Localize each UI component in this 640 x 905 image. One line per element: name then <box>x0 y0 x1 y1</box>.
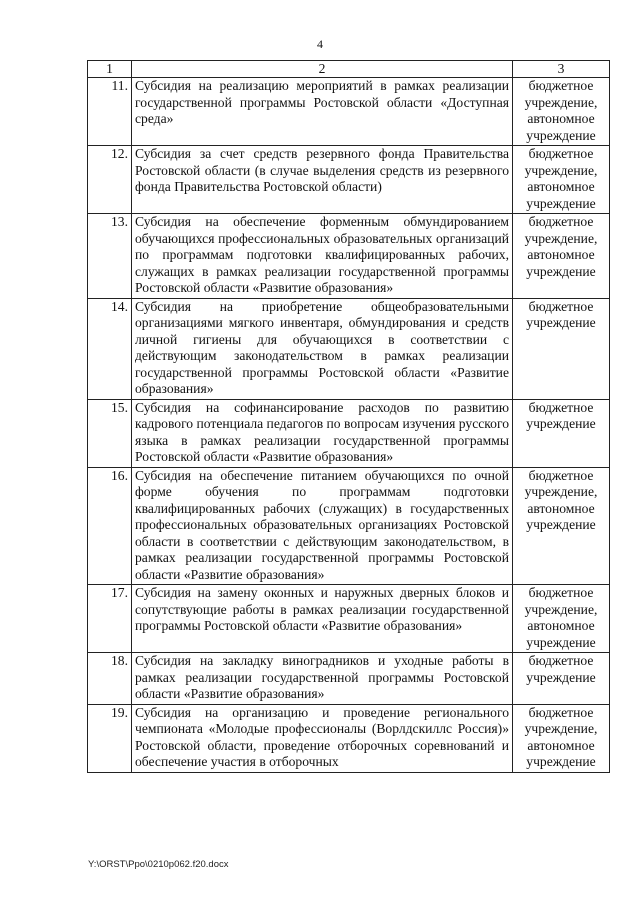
column-header: 2 <box>132 61 513 78</box>
row-number: 15. <box>88 399 132 467</box>
subsidy-description: Субсидия на обеспечение питанием обучающихся по очной форме обучения по программам подготовки квалифицированных рабочих (служащих) в государственных профессиональных образовательных организациях Ростовской области в соответствии с действующим законодательством, в рамках реализации государственной программы Ростовской области «Развитие образования» <box>132 467 513 585</box>
table-row <box>88 298 610 399</box>
footer-file-path: Y:\ORST\Ppo\0210p062.f20.docx <box>88 859 229 870</box>
institution-type: бюджетное учреждение, автономное учреждение <box>513 78 610 146</box>
institution-type: бюджетное учреждение, автономное учреждение <box>513 585 610 653</box>
subsidy-description: Субсидия за счет средств резервного фонда Правительства Ростовской области (в случае выделения средств из резервного фонда Правительства Ростовской области) <box>132 146 513 214</box>
subsidy-description: Субсидия на обеспечение форменным обмундированием обучающихся профессиональных образовательных организаций по программам подготовки квалифицированных рабочих, служащих в рамках реализации государственной программы Ростовской области «Развитие образования» <box>132 214 513 299</box>
institution-type: бюджетное учреждение <box>513 653 610 705</box>
row-number: 18. <box>88 653 132 705</box>
subsidy-table <box>87 60 610 773</box>
table-row <box>88 78 610 146</box>
subsidy-description: Субсидия на софинансирование расходов по развитию кадрового потенциала педагогов по вопросам изучения русского языка в рамках реализации государственной программы Ростовской области «Развитие образования» <box>132 399 513 467</box>
row-number: 17. <box>88 585 132 653</box>
page-number: 4 <box>317 37 323 51</box>
institution-type: бюджетное учреждение, автономное учреждение <box>513 214 610 299</box>
row-number: 16. <box>88 467 132 585</box>
table-row <box>88 214 610 299</box>
column-header: 3 <box>513 61 610 78</box>
institution-type: бюджетное учреждение, автономное учреждение <box>513 146 610 214</box>
table-row <box>88 467 610 585</box>
institution-type: бюджетное учреждение, автономное учреждение <box>513 467 610 585</box>
row-number: 12. <box>88 146 132 214</box>
table-row <box>88 653 610 705</box>
subsidy-description: Субсидия на организацию и проведение регионального чемпионата «Молодые профессионалы (Ворлдскиллс Россия)» Ростовской области, проведение отборочных соревнований и обеспечение участия в отборочных <box>132 704 513 772</box>
institution-type: бюджетное учреждение <box>513 399 610 467</box>
subsidy-description: Субсидия на реализацию мероприятий в рамках реализации государственной программы Ростовской области «Доступная среда» <box>132 78 513 146</box>
row-number: 19. <box>88 704 132 772</box>
column-header: 1 <box>88 61 132 78</box>
table-row <box>88 704 610 772</box>
table-row <box>88 585 610 653</box>
subsidy-description: Субсидия на замену оконных и наружных дверных блоков и сопутствующие работы в рамках реализации государственной программы Ростовской области «Развитие образования» <box>132 585 513 653</box>
institution-type: бюджетное учреждение <box>513 298 610 399</box>
table-row <box>88 399 610 467</box>
row-number: 13. <box>88 214 132 299</box>
subsidy-description: Субсидия на приобретение общеобразовательными организациями мягкого инвентаря, обмундирования и средств личной гигиены для обучающихся в соответствии с действующим законодательством в рамках реализации государственной программы Ростовской области «Развитие образования» <box>132 298 513 399</box>
row-number: 11. <box>88 78 132 146</box>
subsidy-description: Субсидия на закладку виноградников и уходные работы в рамках реализации государственной программы Ростовской области «Развитие образования» <box>132 653 513 705</box>
row-number: 14. <box>88 298 132 399</box>
institution-type: бюджетное учреждение, автономное учреждение <box>513 704 610 772</box>
table-row <box>88 146 610 214</box>
table-header-row <box>88 61 610 78</box>
